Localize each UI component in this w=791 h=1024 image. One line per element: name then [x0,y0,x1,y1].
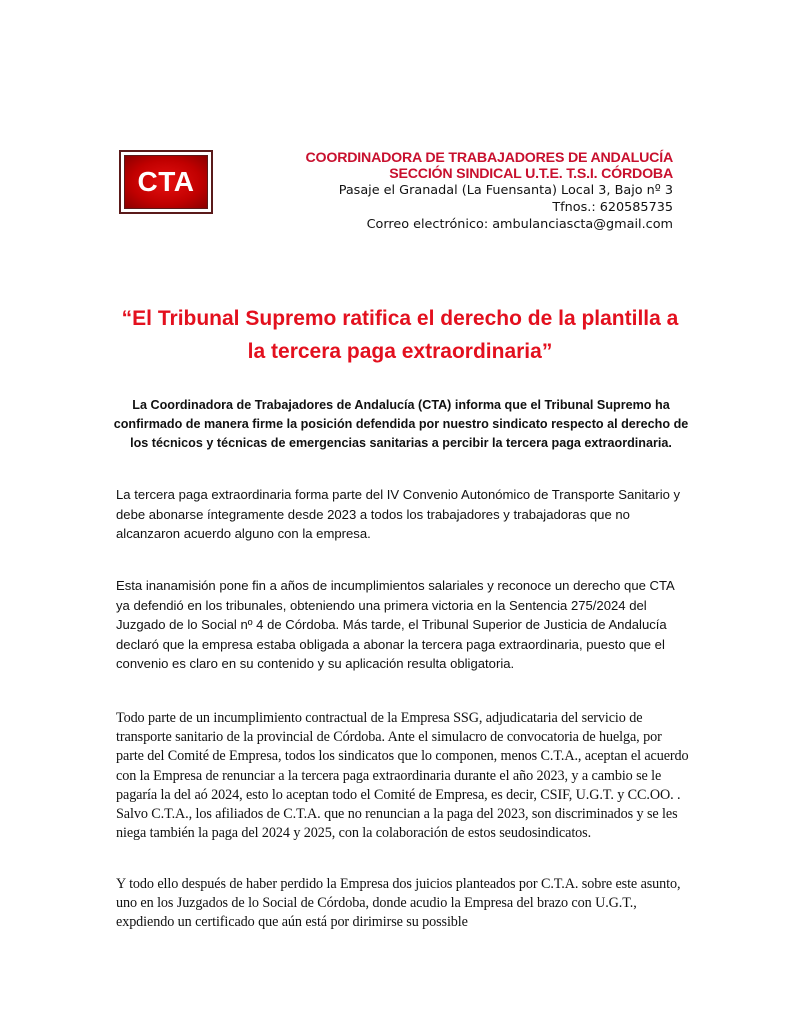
email: Correo electrónico: ambulanciascta@gmail.com [366,217,673,232]
title-line-2: la tercera paga extraordinaria” [247,340,553,363]
article-title [110,302,690,368]
lead-paragraph: La Coordinadora de Trabajadores de Andalucía (CTA) informa que el Tribunal Supremo ha confirmado de manera firme la posición defendida por nuestro sindicato respecto al derecho de los técnicos y técnicas de emergencias sanitarias a percibir la tercera paga extraordinaria. [113,398,689,450]
title-line-1: “El Tribunal Supremo ratifica el derecho de la plantilla a [121,307,679,330]
paragraph-4: Y todo ello después de haber perdido la Empresa dos juicios planteados por C.T.A. sobre este asunto, uno en los Juzgados de lo Social de Córdoba, donde acudio la Empresa del brazo con U.G.T., expdiendo un certificado que aún está por dirimirse su possible [116,876,681,931]
cta-logo [119,150,213,214]
phone: Tfnos.: 620585735 [552,200,673,215]
address: Pasaje el Granadal (La Fuensanta) Local 3, Bajo nº 3 [338,183,673,198]
paragraph-1: La tercera paga extraordinaria forma parte del IV Convenio Autonómico de Transporte Sanitario y debe abonarse íntegramente desde 2023 a todos los trabajadores y trabajadoras que no alcanzaron acuerdo alguno con la empresa. [116,487,681,541]
logo-badge [124,155,208,209]
logo-text: CTA [137,166,195,197]
section-name: SECCIÓN SINDICAL U.T.E. T.S.I. CÓRDOBA [389,166,673,182]
letterhead [305,150,673,233]
paragraph-2: Esta inanamisión pone fin a años de incumplimientos salariales y reconoce un derecho que CTA ya defendió en los tribunales, obteniendo una primera victoria en la Sentencia 275/2024 del Juzgado de lo Social nº 4 de Córdoba. Más tarde, el Tribunal Superior de Justicia de Andalucía declaró que la empresa estaba obligada a abonar la tercera paga extraordinaria, puesto que el convenio es claro en su contenido y su aplicación resulta obligatoria. [116,578,675,671]
org-name: COORDINADORA DE TRABAJADORES DE ANDALUCÍA [305,150,673,166]
paragraph-3: Todo parte de un incumplimiento contractual de la Empresa SSG, adjudicataria del servicio de transporte sanitario de la provincial de Córdoba. Ante el simulacro de convocatoria de huelga, por parte del Comité de Empresa, todos los sindicatos que lo componen, menos C.T.A., aceptan el acuerdo con la Empresa de renunciar a la tercera paga extraordinaria durante el año 2023, y a cambio se le pagaría la del aó 2024, esto lo aceptan todo el Comité de Empresa, es decir, CSIF, U.G.T. y CC.OO. . Salvo C.T.A., los afiliados de C.T.A. que no renuncian a la paga del 2023, son discriminados y se les niega también la paga del 2024 y 2025, con la colaboración de estos seudosindicatos. [116,710,689,842]
